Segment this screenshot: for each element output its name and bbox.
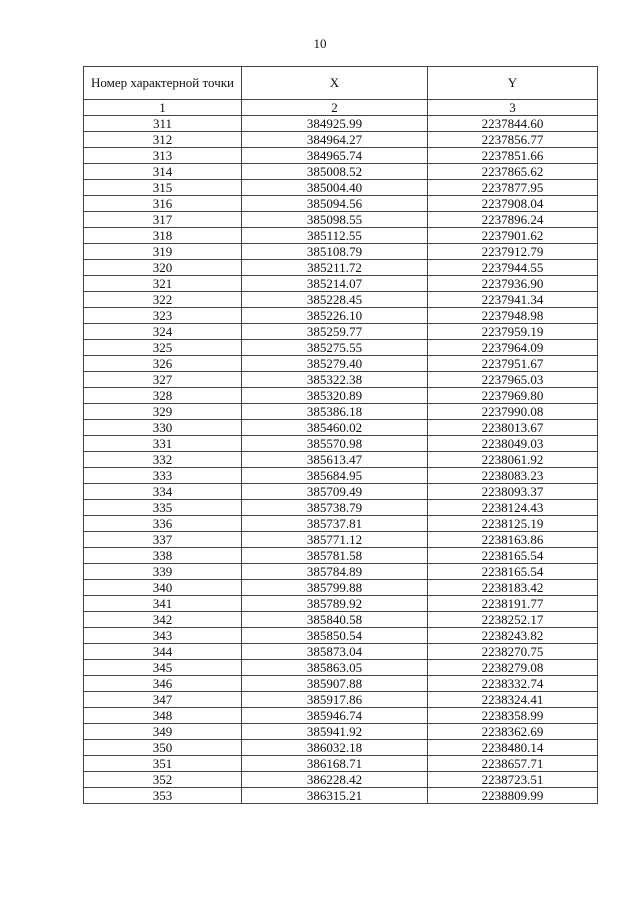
x-cell: 385108.79 — [242, 244, 428, 260]
point-number-cell: 327 — [84, 372, 242, 388]
x-cell: 385737.81 — [242, 516, 428, 532]
x-cell: 385709.49 — [242, 484, 428, 500]
x-cell: 385386.18 — [242, 404, 428, 420]
y-cell: 2237912.79 — [428, 244, 598, 260]
table-column-number-row — [84, 100, 598, 116]
table-row — [84, 308, 598, 324]
y-cell: 2238061.92 — [428, 452, 598, 468]
x-cell: 385226.10 — [242, 308, 428, 324]
y-cell: 2238165.54 — [428, 548, 598, 564]
point-number-cell: 331 — [84, 436, 242, 452]
y-cell: 2237951.67 — [428, 356, 598, 372]
x-cell: 385322.38 — [242, 372, 428, 388]
y-cell: 2238083.23 — [428, 468, 598, 484]
x-cell: 385279.40 — [242, 356, 428, 372]
point-number-cell: 350 — [84, 740, 242, 756]
header-y: Y — [428, 67, 598, 100]
point-number-cell: 336 — [84, 516, 242, 532]
point-number-cell: 344 — [84, 644, 242, 660]
point-number-cell: 341 — [84, 596, 242, 612]
point-number-cell: 338 — [84, 548, 242, 564]
x-cell: 385460.02 — [242, 420, 428, 436]
point-number-cell: 321 — [84, 276, 242, 292]
point-number-cell: 326 — [84, 356, 242, 372]
x-cell: 385850.54 — [242, 628, 428, 644]
y-cell: 2237941.34 — [428, 292, 598, 308]
x-cell: 385259.77 — [242, 324, 428, 340]
table-row — [84, 660, 598, 676]
point-number-cell: 330 — [84, 420, 242, 436]
y-cell: 2238723.51 — [428, 772, 598, 788]
table-row — [84, 676, 598, 692]
point-number-cell: 315 — [84, 180, 242, 196]
x-cell: 386032.18 — [242, 740, 428, 756]
table-row — [84, 372, 598, 388]
table-row — [84, 516, 598, 532]
y-cell: 2238163.86 — [428, 532, 598, 548]
x-cell: 385094.56 — [242, 196, 428, 212]
y-cell: 2238243.82 — [428, 628, 598, 644]
point-number-cell: 340 — [84, 580, 242, 596]
point-number-cell: 323 — [84, 308, 242, 324]
point-number-cell: 319 — [84, 244, 242, 260]
y-cell: 2237908.04 — [428, 196, 598, 212]
x-cell: 385214.07 — [242, 276, 428, 292]
table-row — [84, 708, 598, 724]
point-number-cell: 347 — [84, 692, 242, 708]
table-row — [84, 228, 598, 244]
table-row — [84, 388, 598, 404]
y-cell: 2238657.71 — [428, 756, 598, 772]
y-cell: 2237964.09 — [428, 340, 598, 356]
y-cell: 2237901.62 — [428, 228, 598, 244]
table-row — [84, 324, 598, 340]
x-cell: 385112.55 — [242, 228, 428, 244]
y-cell: 2237990.08 — [428, 404, 598, 420]
x-cell: 385684.95 — [242, 468, 428, 484]
y-cell: 2237865.62 — [428, 164, 598, 180]
table-row — [84, 596, 598, 612]
table-row — [84, 356, 598, 372]
table-row — [84, 692, 598, 708]
table-row — [84, 644, 598, 660]
point-number-cell: 325 — [84, 340, 242, 356]
column-number-2: 2 — [242, 100, 428, 116]
y-cell: 2238809.99 — [428, 788, 598, 804]
x-cell: 385098.55 — [242, 212, 428, 228]
x-cell: 384925.99 — [242, 116, 428, 132]
point-number-cell: 337 — [84, 532, 242, 548]
point-number-cell: 314 — [84, 164, 242, 180]
y-cell: 2238362.69 — [428, 724, 598, 740]
y-cell: 2237896.24 — [428, 212, 598, 228]
header-point-number: Номер характерной точки — [84, 67, 242, 100]
x-cell: 385946.74 — [242, 708, 428, 724]
y-cell: 2237948.98 — [428, 308, 598, 324]
x-cell: 385784.89 — [242, 564, 428, 580]
coordinates-table — [83, 66, 598, 804]
point-number-cell: 349 — [84, 724, 242, 740]
y-cell: 2237844.60 — [428, 116, 598, 132]
table-row — [84, 740, 598, 756]
point-number-cell: 322 — [84, 292, 242, 308]
y-cell: 2237851.66 — [428, 148, 598, 164]
y-cell: 2238279.08 — [428, 660, 598, 676]
table-row — [84, 148, 598, 164]
point-number-cell: 320 — [84, 260, 242, 276]
y-cell: 2238013.67 — [428, 420, 598, 436]
point-number-cell: 348 — [84, 708, 242, 724]
table-row — [84, 340, 598, 356]
table-header-row — [84, 67, 598, 100]
x-cell: 385873.04 — [242, 644, 428, 660]
table-row — [84, 116, 598, 132]
table-row — [84, 724, 598, 740]
table-row — [84, 772, 598, 788]
table-row — [84, 484, 598, 500]
y-cell: 2238252.17 — [428, 612, 598, 628]
x-cell: 385570.98 — [242, 436, 428, 452]
table-row — [84, 628, 598, 644]
x-cell: 386168.71 — [242, 756, 428, 772]
column-number-3: 3 — [428, 100, 598, 116]
y-cell: 2238124.43 — [428, 500, 598, 516]
y-cell: 2237877.95 — [428, 180, 598, 196]
y-cell: 2238165.54 — [428, 564, 598, 580]
y-cell: 2238125.19 — [428, 516, 598, 532]
point-number-cell: 333 — [84, 468, 242, 484]
table-row — [84, 132, 598, 148]
x-cell: 385941.92 — [242, 724, 428, 740]
point-number-cell: 352 — [84, 772, 242, 788]
x-cell: 385228.45 — [242, 292, 428, 308]
x-cell: 384964.27 — [242, 132, 428, 148]
table-row — [84, 532, 598, 548]
table-row — [84, 580, 598, 596]
table-body — [84, 116, 598, 804]
table-row — [84, 452, 598, 468]
y-cell: 2238358.99 — [428, 708, 598, 724]
point-number-cell: 317 — [84, 212, 242, 228]
point-number-cell: 351 — [84, 756, 242, 772]
table-row — [84, 420, 598, 436]
x-cell: 385781.58 — [242, 548, 428, 564]
x-cell: 386315.21 — [242, 788, 428, 804]
header-x: X — [242, 67, 428, 100]
table-row — [84, 612, 598, 628]
table-row — [84, 292, 598, 308]
x-cell: 385211.72 — [242, 260, 428, 276]
point-number-cell: 318 — [84, 228, 242, 244]
table-row — [84, 564, 598, 580]
y-cell: 2238183.42 — [428, 580, 598, 596]
point-number-cell: 339 — [84, 564, 242, 580]
x-cell: 386228.42 — [242, 772, 428, 788]
point-number-cell: 346 — [84, 676, 242, 692]
x-cell: 385917.86 — [242, 692, 428, 708]
table-row — [84, 196, 598, 212]
y-cell: 2237936.90 — [428, 276, 598, 292]
point-number-cell: 311 — [84, 116, 242, 132]
y-cell: 2238270.75 — [428, 644, 598, 660]
y-cell: 2238093.37 — [428, 484, 598, 500]
table-row — [84, 164, 598, 180]
y-cell: 2238324.41 — [428, 692, 598, 708]
y-cell: 2237959.19 — [428, 324, 598, 340]
table-row — [84, 180, 598, 196]
table-row — [84, 756, 598, 772]
y-cell: 2237969.80 — [428, 388, 598, 404]
point-number-cell: 312 — [84, 132, 242, 148]
x-cell: 385004.40 — [242, 180, 428, 196]
point-number-cell: 342 — [84, 612, 242, 628]
point-number-cell: 334 — [84, 484, 242, 500]
table-row — [84, 260, 598, 276]
point-number-cell: 345 — [84, 660, 242, 676]
table-row — [84, 404, 598, 420]
point-number-cell: 332 — [84, 452, 242, 468]
x-cell: 385738.79 — [242, 500, 428, 516]
x-cell: 385840.58 — [242, 612, 428, 628]
y-cell: 2238480.14 — [428, 740, 598, 756]
x-cell: 385907.88 — [242, 676, 428, 692]
table-row — [84, 244, 598, 260]
point-number-cell: 324 — [84, 324, 242, 340]
point-number-cell: 329 — [84, 404, 242, 420]
y-cell: 2237965.03 — [428, 372, 598, 388]
column-number-1: 1 — [84, 100, 242, 116]
point-number-cell: 353 — [84, 788, 242, 804]
point-number-cell: 316 — [84, 196, 242, 212]
x-cell: 385275.55 — [242, 340, 428, 356]
point-number-cell: 343 — [84, 628, 242, 644]
table-row — [84, 212, 598, 228]
table-row — [84, 788, 598, 804]
point-number-cell: 313 — [84, 148, 242, 164]
y-cell: 2238191.77 — [428, 596, 598, 612]
x-cell: 385008.52 — [242, 164, 428, 180]
x-cell: 385799.88 — [242, 580, 428, 596]
page-number: 10 — [313, 36, 327, 51]
point-number-cell: 335 — [84, 500, 242, 516]
y-cell: 2237856.77 — [428, 132, 598, 148]
table-row — [84, 436, 598, 452]
x-cell: 384965.74 — [242, 148, 428, 164]
x-cell: 385863.05 — [242, 660, 428, 676]
y-cell: 2237944.55 — [428, 260, 598, 276]
table-row — [84, 468, 598, 484]
table-row — [84, 548, 598, 564]
table-row — [84, 500, 598, 516]
x-cell: 385320.89 — [242, 388, 428, 404]
point-number-cell: 328 — [84, 388, 242, 404]
y-cell: 2238049.03 — [428, 436, 598, 452]
table-row — [84, 276, 598, 292]
y-cell: 2238332.74 — [428, 676, 598, 692]
x-cell: 385789.92 — [242, 596, 428, 612]
x-cell: 385613.47 — [242, 452, 428, 468]
x-cell: 385771.12 — [242, 532, 428, 548]
